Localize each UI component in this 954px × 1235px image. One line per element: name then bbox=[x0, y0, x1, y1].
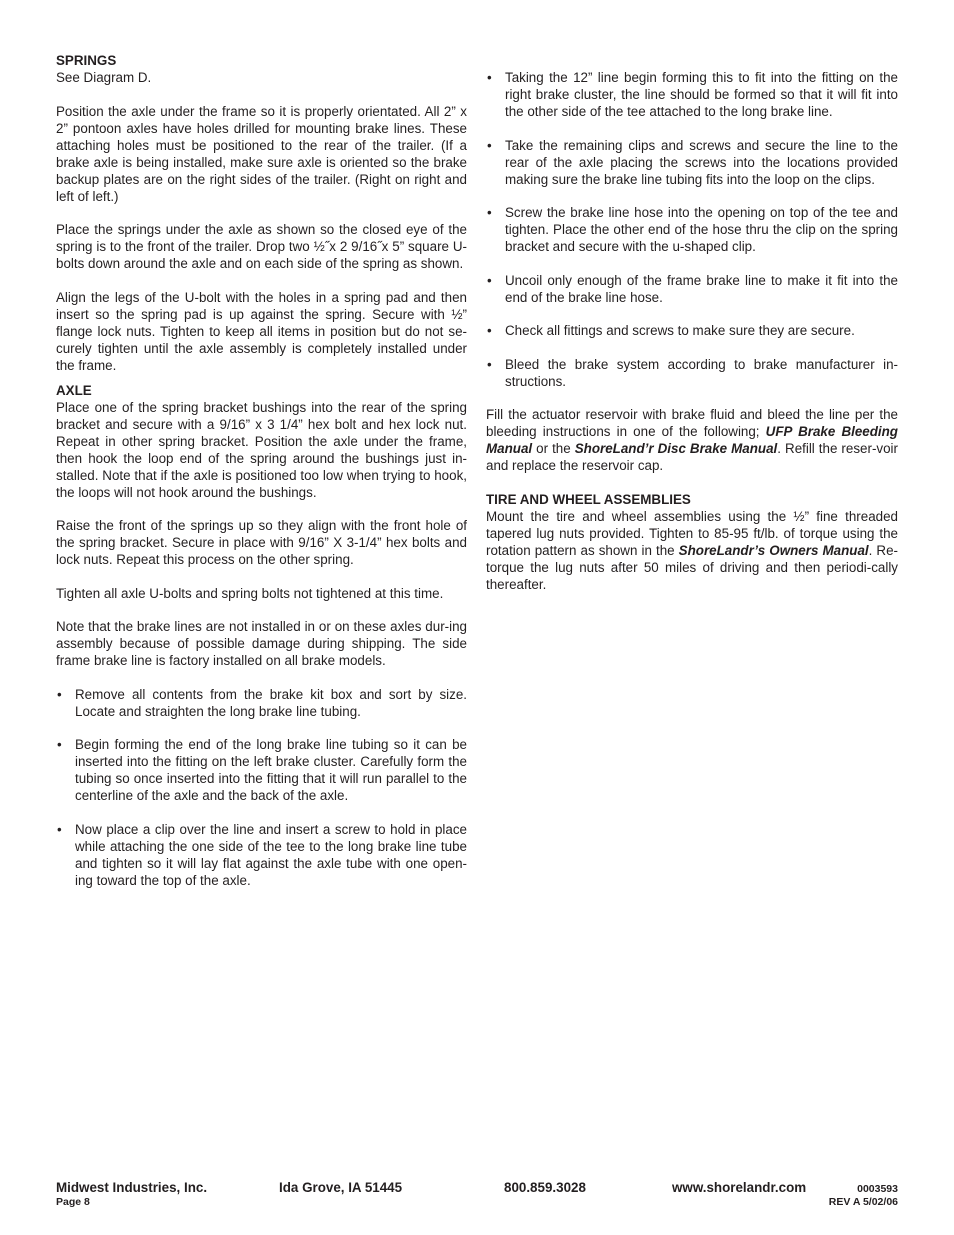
springs-paragraph-2: Place the springs under the axle as shown so the closed eye of the spring is to the front of the trailer. Drop two ½˝x 2 9/16˝x 5” square U-bolts down around the axle and on each side of the spring as shown. bbox=[56, 222, 467, 271]
page-footer bbox=[56, 1180, 898, 1210]
springs-paragraph-3: Align the legs of the U-bolt with the holes in a spring pad and then insert so the spring pad is up against the spring. Secure with ½” flange lock nuts. Tighten to keep all items in position but do not se-curely tighten until the axle assembly is completely installed under the frame. bbox=[56, 289, 467, 373]
left-bullet-list bbox=[56, 686, 467, 889]
list-item bbox=[486, 356, 898, 390]
list-item bbox=[56, 686, 467, 720]
fill-text-3: . Refill the reser-voir and replace the reservoir cap. bbox=[486, 441, 898, 473]
tire-text-2: . Re-torque the lug nuts after 50 miles of driving and then periodi-cally thereafter. bbox=[486, 542, 898, 592]
tire-heading: TIRE AND WHEEL ASSEMBLIES bbox=[486, 491, 691, 507]
owners-manual-reference: ShoreLandr’s Owners Manual bbox=[678, 542, 869, 558]
fill-text-2: or the bbox=[532, 441, 575, 456]
bullet-icon: • bbox=[57, 686, 62, 702]
springs-heading: SPRINGS bbox=[56, 53, 117, 68]
bullet-text: Uncoil only enough of the frame brake line to make it fit into the end of the brake line hose. bbox=[505, 272, 898, 305]
bullet-text: Take the remaining clips and screws and secure the line to the rear of the axle placing the screws into the locations provided making sure the brake line tubing fits into the loop on the clips. bbox=[505, 137, 898, 187]
bullet-text: Begin forming the end of the long brake line tubing so it can be inserted into the fitting on the left brake cluster. Carefully form the tubing so once inserted into the fitting that it will run parallel to the centerline of the axle and the back of the axle. bbox=[75, 737, 467, 803]
ufp-manual-reference: UFP Brake Bleeding Manual bbox=[486, 424, 898, 456]
axle-paragraph-4: Note that the brake lines are not installed in or on these axles dur-ing assembly because of possible damage during shipping. The side frame brake line is factory installed on all brake models. bbox=[56, 619, 467, 668]
footer-page-number: Page 8 bbox=[56, 1196, 90, 1208]
list-item bbox=[486, 322, 898, 339]
axle-heading: AXLE bbox=[56, 382, 92, 398]
bullet-text: Check all fittings and screws to make sure they are secure. bbox=[505, 323, 855, 338]
footer-website: www.shorelandr.com bbox=[672, 1180, 807, 1195]
bullet-icon: • bbox=[487, 70, 492, 85]
bullet-icon: • bbox=[487, 323, 492, 338]
list-item bbox=[486, 69, 898, 120]
bullet-text: Screw the brake line hose into the opening on top of the tee and tighten. Place the other end of the hose thru the clip on the spring bracket and secure with the u-shaped clip. bbox=[505, 205, 898, 254]
bullet-icon: • bbox=[487, 137, 492, 153]
bullet-icon: • bbox=[487, 356, 492, 372]
springs-paragraph-1: Position the axle under the frame so it is properly orientated. All 2” x 2” pontoon axles have holes drilled for mounting brake lines. These attaching holes must be positioned to the rear of the trailer. (If a brake axle is being installed, make sure axle is oriented so the brake backup plates are on the right sides of the trailer. (Right on right and left of left.) bbox=[56, 103, 467, 204]
bullet-text: Bleed the brake system according to brake manufacturer in-structions. bbox=[505, 356, 898, 389]
bullet-text: Remove all contents from the brake kit box and sort by size. Locate and straighten the long brake line tubing. bbox=[75, 686, 467, 719]
list-item bbox=[486, 137, 898, 188]
springs-see-diagram: See Diagram D. bbox=[56, 70, 152, 85]
list-item bbox=[56, 821, 467, 889]
fill-reservoir-paragraph bbox=[486, 406, 898, 474]
axle-paragraph-2: Raise the front of the springs up so they align with the front hole of the spring bracket. Secure in place with 9/16” X 3-1/4” hex bolts and lock nuts. Repeat this process on the other spring. bbox=[56, 518, 467, 567]
list-item bbox=[486, 204, 898, 255]
footer-doc-number: 0003593 bbox=[857, 1183, 898, 1195]
axle-paragraph-3: Tighten all axle U-bolts and spring bolts not tightened at this time. bbox=[56, 585, 444, 601]
left-column bbox=[56, 52, 467, 905]
bullet-icon: • bbox=[487, 205, 492, 220]
list-item bbox=[486, 272, 898, 306]
list-item bbox=[56, 736, 467, 804]
footer-company: Midwest Industries, Inc. bbox=[56, 1180, 208, 1195]
axle-paragraph-1: Place one of the spring bracket bushings into the rear of the spring bracket and secure with a 9/16” x 3 1/4” hex bolt and hex lock nut. Repeat in other spring bracket. Position the axle under the frame, then hook the loop end of the spring around the bushings just in-stalled. Note that if the axle is positioned too low when trying to hook, the loops will not hook around the bushings. bbox=[56, 399, 467, 500]
right-column bbox=[486, 69, 898, 609]
fill-text-1: Fill the actuator reservoir with brake fluid and bleed the line per the bleeding instructions in one of the following; bbox=[486, 407, 898, 439]
footer-city: Ida Grove, IA 51445 bbox=[279, 1180, 403, 1195]
footer-revision: REV A 5/02/06 bbox=[828, 1196, 898, 1208]
bullet-icon: • bbox=[57, 737, 62, 752]
tire-paragraph bbox=[486, 508, 898, 593]
bullet-icon: • bbox=[487, 272, 492, 288]
tire-text-1: Mount the tire and wheel assemblies using the ½” fine threaded tapered lug nuts provided. Tighten to 85-95 ft/lb. of torque using the rotation pattern as shown in the bbox=[486, 508, 898, 558]
bullet-text: Now place a clip over the line and insert a screw to hold in place while attaching the one side of the tee to the long brake line tube and tighten so it will lay flat against the axle tube with one open-ing toward the top of the axle. bbox=[75, 821, 467, 888]
footer-phone: 800.859.3028 bbox=[504, 1180, 586, 1195]
right-bullet-list bbox=[486, 69, 898, 390]
bullet-icon: • bbox=[57, 821, 62, 837]
bullet-text: Taking the 12” line begin forming this to fit into the fitting on the right brake cluster, the line should be formed so that it will fit into the other side of the tee attached to the long brake line. bbox=[505, 70, 898, 119]
disc-brake-manual-reference: ShoreLand’r Disc Brake Manual bbox=[574, 441, 778, 456]
